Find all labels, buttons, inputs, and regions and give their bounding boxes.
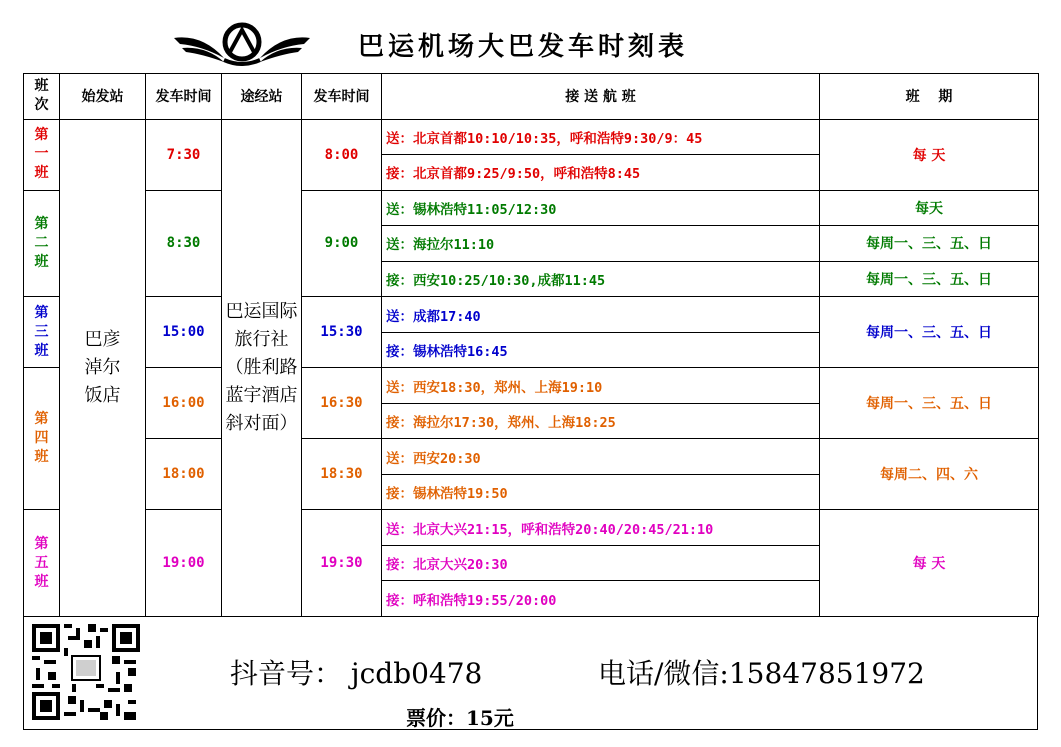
shift-2-flight-1: 送：锡林浩特11:05/12:30 xyxy=(382,190,820,226)
shift-3-period: 每周一、三、五、日 xyxy=(820,297,1039,368)
shift-1-label: 第一班 xyxy=(24,119,60,190)
shift-1-flight-2: 接：北京首都9:25/9:50，呼和浩特8:45 xyxy=(382,155,820,191)
header-depart-time-2: 发车时间 xyxy=(302,74,382,120)
shift-4b-time1: 18:00 xyxy=(146,439,222,510)
shift-2-period-3: 每周一、三、五、日 xyxy=(820,261,1039,297)
shift-2-time2: 9:00 xyxy=(302,190,382,297)
shift-5-flight-1: 送：北京大兴21:15，呼和浩特20:40/20:45/21:10 xyxy=(382,510,820,546)
company-logo-icon xyxy=(172,18,312,66)
header-period: 班 期 xyxy=(820,74,1039,120)
shift-3-flight-2: 接：锡林浩特16:45 xyxy=(382,332,820,368)
table-row xyxy=(24,190,1039,226)
shift-3-time2: 15:30 xyxy=(302,297,382,368)
shift-1-period: 每 天 xyxy=(820,119,1039,190)
shift-2-period-2: 每周一、三、五、日 xyxy=(820,226,1039,262)
table-row xyxy=(24,368,1039,404)
header xyxy=(0,0,1061,72)
shift-3-label: 第三班 xyxy=(24,297,60,368)
header-flights: 接 送 航 班 xyxy=(382,74,820,120)
shift-2-time1: 8:30 xyxy=(146,190,222,297)
shift-4a-time1: 16:00 xyxy=(146,368,222,439)
table-header-row xyxy=(24,74,1039,120)
shift-5-time2: 19:30 xyxy=(302,510,382,617)
shift-4b-flight-2: 接：锡林浩特19:50 xyxy=(382,474,820,510)
shift-5-period: 每 天 xyxy=(820,510,1039,617)
ticket-price: 票价：15元 xyxy=(406,706,514,730)
shift-3-time1: 15:00 xyxy=(146,297,222,368)
shift-4a-period: 每周一、三、五、日 xyxy=(820,368,1039,439)
via-station-cell: 巴运国际旅行社（胜利路蓝宇酒店斜对面） xyxy=(222,119,302,616)
shift-1-time1: 7:30 xyxy=(146,119,222,190)
header-shift: 班次 xyxy=(24,74,60,120)
schedule-table xyxy=(23,73,1039,617)
shift-4a-time2: 16:30 xyxy=(302,368,382,439)
shift-5-flight-3: 接：呼和浩特19:55/20:00 xyxy=(382,581,820,617)
shift-4b-time2: 18:30 xyxy=(302,439,382,510)
shift-2-label: 第二班 xyxy=(24,190,60,297)
shift-4-label: 第四班 xyxy=(24,368,60,510)
header-depart-time: 发车时间 xyxy=(146,74,222,120)
header-via-station: 途经站 xyxy=(222,74,302,120)
shift-2-flight-3: 接：西安10:25/10:30,成都11:45 xyxy=(382,261,820,297)
shift-3-flight-1: 送：成都17:40 xyxy=(382,297,820,333)
shift-2-period-1: 每天 xyxy=(820,190,1039,226)
shift-5-flight-2: 接：北京大兴20:30 xyxy=(382,545,820,581)
shift-4b-period: 每周二、四、六 xyxy=(820,439,1039,510)
shift-4b-flight-1: 送：西安20:30 xyxy=(382,439,820,475)
shift-2-flight-2: 送：海拉尔11:10 xyxy=(382,226,820,262)
shift-5-time1: 19:00 xyxy=(146,510,222,617)
table-row xyxy=(24,119,1039,155)
qr-code-icon xyxy=(32,624,140,720)
footer xyxy=(23,616,1038,730)
shift-1-flight-1: 送：北京首都10:10/10:35，呼和浩特9:30/9：45 xyxy=(382,119,820,155)
shift-4a-flight-1: 送：西安18:30，郑州、上海19:10 xyxy=(382,368,820,404)
phone-wechat: 电话/微信:15847851972 xyxy=(598,657,925,690)
shift-4a-flight-2: 接：海拉尔17:30，郑州、上海18:25 xyxy=(382,403,820,439)
table-row xyxy=(24,297,1039,333)
start-station-cell: 巴彦淖尔饭店 xyxy=(60,119,146,616)
table-row xyxy=(24,439,1039,475)
header-start-station: 始发站 xyxy=(60,74,146,120)
douyin-account: 抖音号： jcdb0478 xyxy=(230,657,483,690)
shift-5-label: 第五班 xyxy=(24,510,60,617)
table-row xyxy=(24,510,1039,546)
page-title: 巴运机场大巴发车时刻表 xyxy=(358,32,689,62)
shift-1-time2: 8:00 xyxy=(302,119,382,190)
